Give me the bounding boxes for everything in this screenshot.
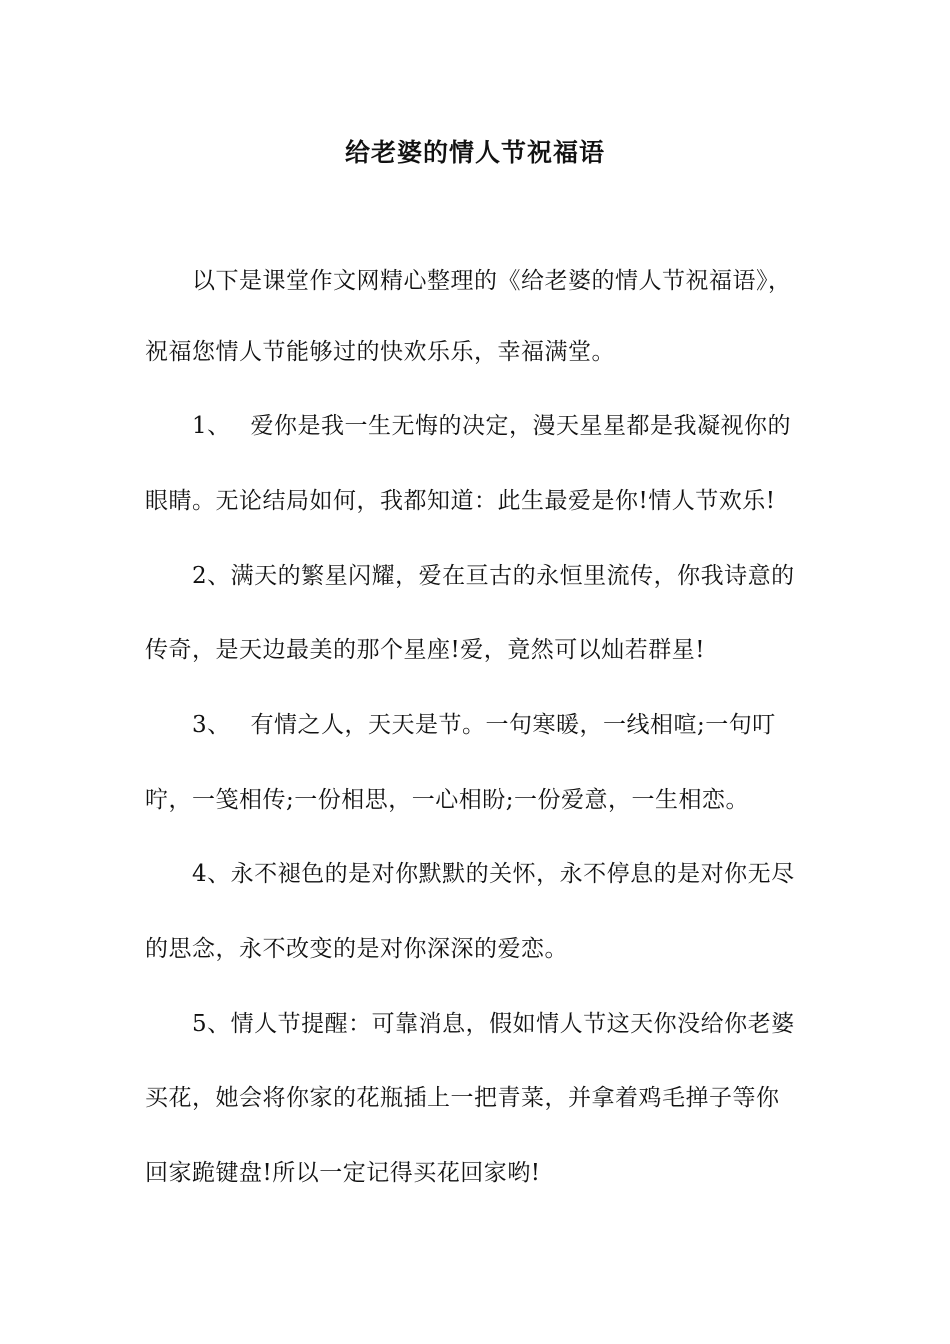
intro-line-2: 祝福您情人节能够过的快欢乐乐，幸福满堂。 — [145, 339, 615, 365]
document-title: 给老婆的情人节祝福语 — [344, 138, 605, 167]
item-4-line-2: 的思念，永不改变的是对你深深的爱恋。 — [145, 936, 568, 962]
item-5-line-3: 回家跪键盘!所以一定记得买花回家哟! — [145, 1160, 541, 1186]
item-2-line-2: 传奇，是天边最美的那个星座!爱，竟然可以灿若群星! — [145, 637, 705, 663]
item-5-line-1: 5、情人节提醒：可靠消息，假如情人节这天你没给你老婆 — [192, 1011, 795, 1037]
item-2-line-1: 2、满天的繁星闪耀，爱在亘古的永恒里流传，你我诗意的 — [192, 563, 795, 589]
item-1-line-2: 眼睛。无论结局如何，我都知道：此生最爱是你!情人节欢乐! — [145, 488, 776, 514]
item-1-line-1: 1、 爱你是我一生无悔的决定，漫天星星都是我凝视你的 — [192, 413, 791, 439]
item-4-line-1: 4、永不褪色的是对你默默的关怀，永不停息的是对你无尽 — [192, 861, 795, 887]
item-5-line-2: 买花，她会将你家的花瓶插上一把青菜，并拿着鸡毛掸子等你 — [145, 1085, 780, 1111]
item-3-line-1: 3、 有情之人，天天是节。一句寒暖，一线相喧;一句叮 — [192, 712, 776, 738]
intro-line-1: 以下是课堂作文网精心整理的《给老婆的情人节祝福语》， — [192, 268, 792, 294]
item-3-line-2: 咛，一笺相传;一份相思，一心相盼;一份爱意，一生相恋。 — [145, 787, 749, 813]
